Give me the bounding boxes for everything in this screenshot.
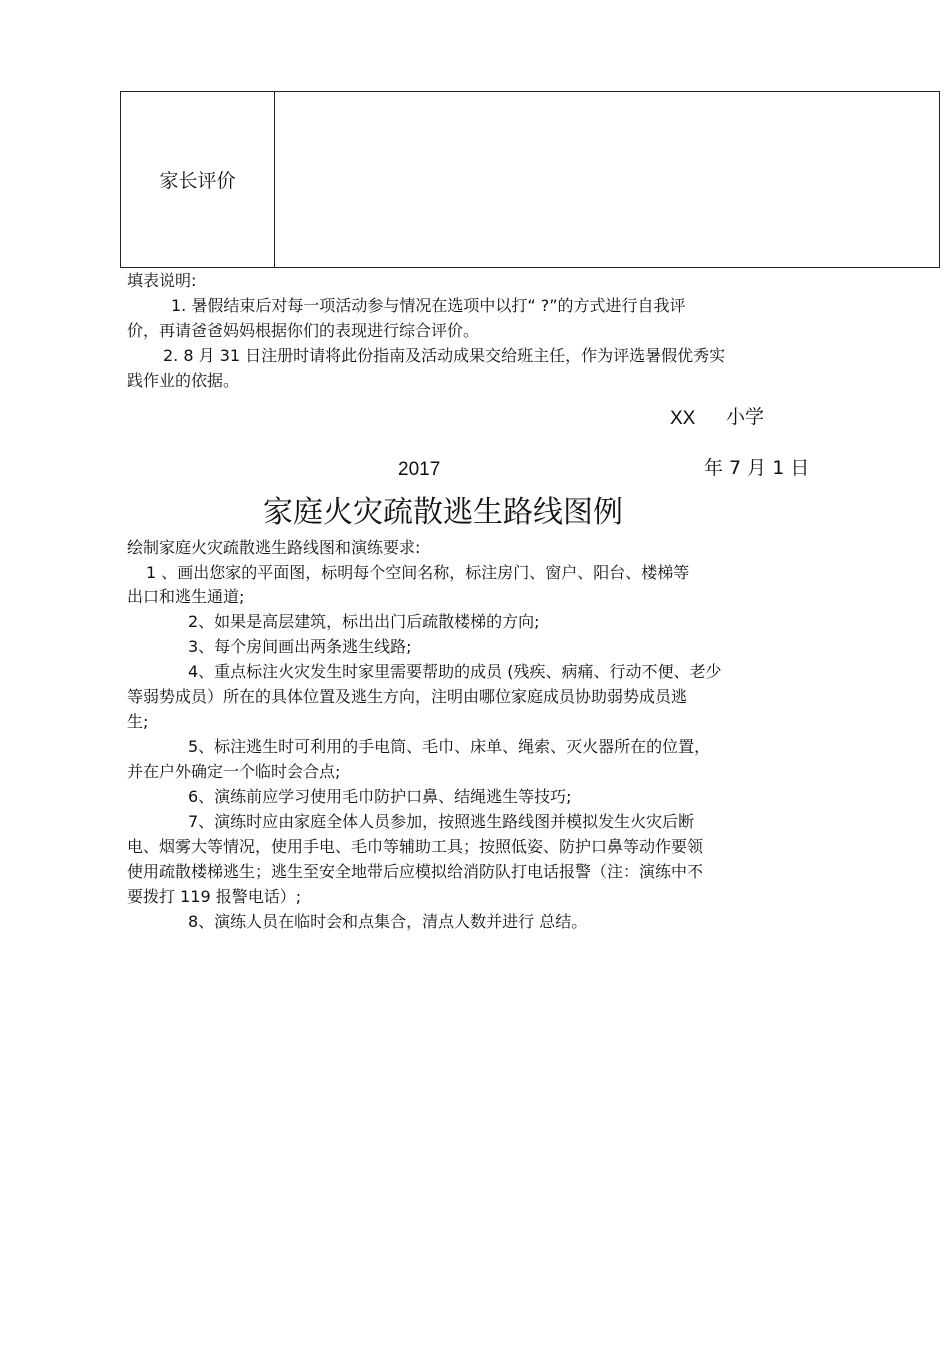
parent-evaluation-table [120,91,940,268]
parent-evaluation-label: 家长评价 [121,92,275,268]
requirement-1-line-1: 1 、画出您家的平面图，标明每个空间名称，标注房门、窗户、阳台、楼梯等 [146,563,690,582]
section-intro: 绘制家庭火灾疏散逃生路线图和演练要求: [127,538,421,557]
section-title: 家庭火灾疏散逃生路线图例 [263,495,623,530]
requirement-3: 3、每个房间画出两条逃生线路; [188,637,412,656]
requirement-4-line-3: 生; [127,712,149,731]
requirement-5-line-2: 并在户外确定一个临时会合点; [127,762,341,781]
requirement-7-line-1: 7、演练时应由家庭全体人员参加，按照逃生路线图并模拟发生火灾后断 [188,812,695,831]
requirement-1-line-2: 出口和逃生通道; [127,587,245,606]
instruction-item-2-line-2: 践作业的依据。 [127,371,240,390]
requirement-4-line-1: 4、重点标注火灾发生时家里需要帮助的成员 (残疾、病痛、行动不便、老少 [188,662,722,681]
requirement-8: 8、演练人员在临时会和点集合，清点人数并进行 总结。 [188,912,588,931]
instruction-item-1-line-1: 1. 暑假结束后对每一项活动参与情况在选项中以打“ ?”的方式进行自我评 [171,296,686,315]
school-suffix: 小学 [726,406,765,428]
instruction-item-1-line-2: 价，再请爸爸妈妈根据你们的表现进行综合评价。 [127,321,480,340]
requirement-7-line-3: 使用疏散楼梯逃生；逃生至安全地带后应模拟给消防队打电话报警（注：演练中不 [127,862,704,881]
instructions-heading: 填表说明: [127,271,197,290]
requirement-7-line-2: 电、烟雾大等情况，使用手电、毛巾等辅助工具；按照低姿、防护口鼻等动作要领 [127,837,704,856]
parent-evaluation-field[interactable] [275,92,940,268]
signature-date: 年 7 月 1 日 [704,457,810,479]
requirement-2: 2、如果是高层建筑，标出出门后疏散楼梯的方向; [188,612,540,631]
school-prefix: XX [670,408,696,429]
requirement-6: 6、演练前应学习使用毛巾防护口鼻、结绳逃生等技巧; [188,787,572,806]
requirement-5-line-1: 5、标注逃生时可利用的手电筒、毛巾、床单、绳索、灭火器所在的位置， [188,737,711,756]
requirement-7-line-4: 要拨打 119 报警电话）; [127,887,302,906]
signature-year: 2017 [398,459,441,480]
instruction-item-2-line-1: 2. 8 月 31 日注册时请将此份指南及活动成果交给班主任，作为评选暑假优秀实 [163,346,726,365]
requirement-4-line-2: 等弱势成员）所在的具体位置及逃生方向，注明由哪位家庭成员协助弱势成员逃 [127,687,688,706]
